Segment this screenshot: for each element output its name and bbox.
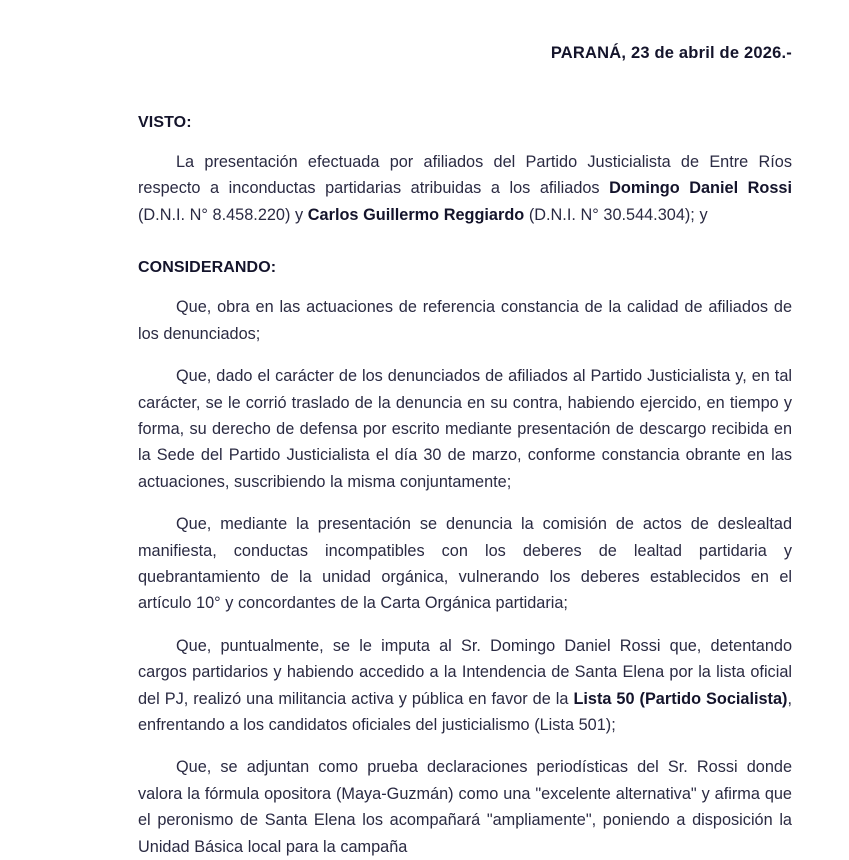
visto-text-part-2: (D.N.I. N° 8.458.220) y: [138, 205, 308, 224]
considerando-text-part-2: , enfrentando a los candidatos oficiales del justicialismo (Lista 501);: [138, 689, 792, 735]
section-heading-visto: VISTO:: [138, 113, 192, 131]
visto-text-part-1: La presentación efectuada por afiliados del Partido Justicialista de Entre Ríos respecto a inconductas partidarias atribuidas a los afiliados: [138, 152, 792, 198]
considerando-paragraph: Que, mediante la presentación se denuncia la comisión de actos de deslealtad manifiesta, conductas incompatibles con los deberes de lealtad partidaria y quebrantamiento de la unidad orgánica, vulnerando los deberes establecidos en el artículo 10° y concordantes de la Carta Orgánica partidaria;: [138, 515, 792, 613]
considerando-text-part-1: Que, puntualmente, se le imputa al Sr. Domingo Daniel Rossi que, detentando cargos partidarios y habiendo accedido a la Intendencia de Santa Elena por la lista oficial del PJ, realizó una militancia activa y pública en favor de la: [138, 636, 792, 708]
affiliate-name-reggiardo: Carlos Guillermo Reggiardo: [307, 205, 525, 224]
considerando-paragraph: [138, 633, 792, 739]
dateline: PARANÁ, 23 de abril de 2026.-: [550, 44, 792, 62]
visto-paragraph: [138, 149, 792, 228]
considerando-paragraph: Que, dado el carácter de los denunciados de afiliados al Partido Justicialista y, en tal carácter, se le corrió traslado de la denuncia en su contra, habiendo ejercido, en tiempo y forma, su derecho de defensa por escrito mediante presentación de descargo recibida en la Sede del Partido Justicialista el día 30 de marzo, conforme constancia obrante en las actuaciones, suscribiendo la misma conjuntamente;: [138, 367, 792, 491]
list-reference-lista-50: Lista 50 (Partido Socialista): [573, 689, 788, 708]
document-content-column: [138, 0, 792, 860]
visto-text-part-3: (D.N.I. N° 30.544.304); y: [524, 205, 708, 224]
considerando-paragraph: Que, se adjuntan como prueba declaraciones periodísticas del Sr. Rossi donde valora la fórmula opositora (Maya-Guzmán) como una "excelente alternativa" y afirma que el peronismo de Santa Elena los acompañará "ampliamente", poniendo a disposición la Unidad Básica local para la campaña: [138, 758, 792, 856]
considerando-paragraph: Que, obra en las actuaciones de referencia constancia de la calidad de afiliados de los denunciados;: [138, 298, 792, 343]
section-heading-considerando: CONSIDERANDO:: [138, 259, 277, 277]
affiliate-name-rossi: Domingo Daniel Rossi: [609, 179, 793, 198]
